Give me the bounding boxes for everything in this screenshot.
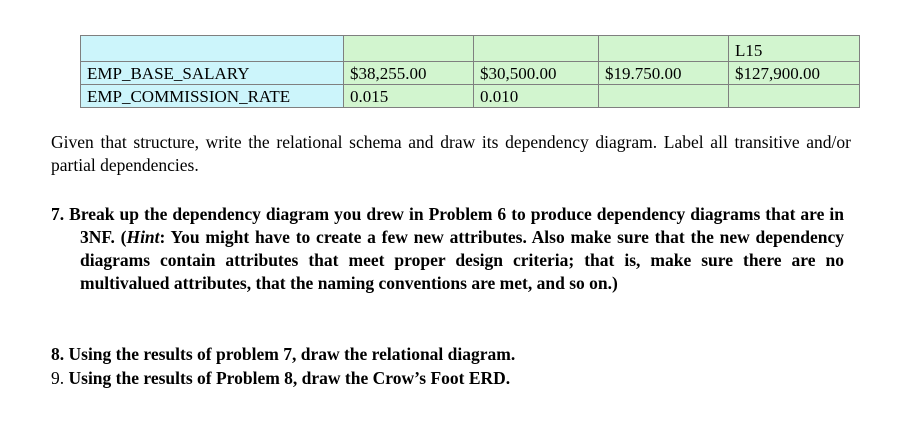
table-row — [81, 62, 860, 85]
problem-7-text-b: : You might have to create a few new attributes. Also make sure that the new dependency diagrams contain attributes that meet proper design criteria; that is, make sure there are no multivalued attributes, that the naming conventions are met, and so on.) — [80, 227, 844, 293]
problem-number: 7. — [51, 204, 65, 224]
employee-data-table — [80, 35, 860, 108]
table-cell: $19.750.00 — [599, 62, 729, 85]
table-cell — [474, 36, 599, 62]
table-cell-label — [81, 36, 344, 62]
problem-7 — [51, 203, 844, 295]
table-row — [81, 36, 860, 62]
problem-8-text: Using the results of problem 7, draw the relational diagram. — [68, 344, 516, 364]
table-cell: 0.015 — [344, 85, 474, 108]
table-cell: L15 — [729, 36, 860, 62]
problem-number: 8. — [51, 344, 65, 364]
table-cell — [344, 36, 474, 62]
table-cell — [599, 36, 729, 62]
table-cell: $127,900.00 — [729, 62, 860, 85]
problem-8 — [51, 343, 851, 366]
table-row — [81, 85, 860, 108]
table-cell: 0.010 — [474, 85, 599, 108]
problem-7-text — [51, 203, 844, 295]
table-cell: $38,255.00 — [344, 62, 474, 85]
table-cell-label: EMP_COMMISSION_RATE — [81, 85, 344, 108]
problem-number: 9. — [51, 368, 65, 388]
problem-9 — [51, 367, 851, 390]
hint-label: Hint — [126, 227, 160, 247]
problem-9-text: Using the results of Problem 8, draw the Crow’s Foot ERD. — [68, 368, 511, 388]
table-cell-label: EMP_BASE_SALARY — [81, 62, 344, 85]
table-cell — [729, 85, 860, 108]
intro-paragraph: Given that structure, write the relational schema and draw its dependency diagram. Label all transitive and/or partial dependencies. — [51, 132, 851, 175]
table-cell — [599, 85, 729, 108]
problem-7-text-a: Break up the dependency diagram you drew in Problem 6 to produce dependency diagrams that are in 3NF. ( — [69, 204, 845, 247]
table-cell: $30,500.00 — [474, 62, 599, 85]
